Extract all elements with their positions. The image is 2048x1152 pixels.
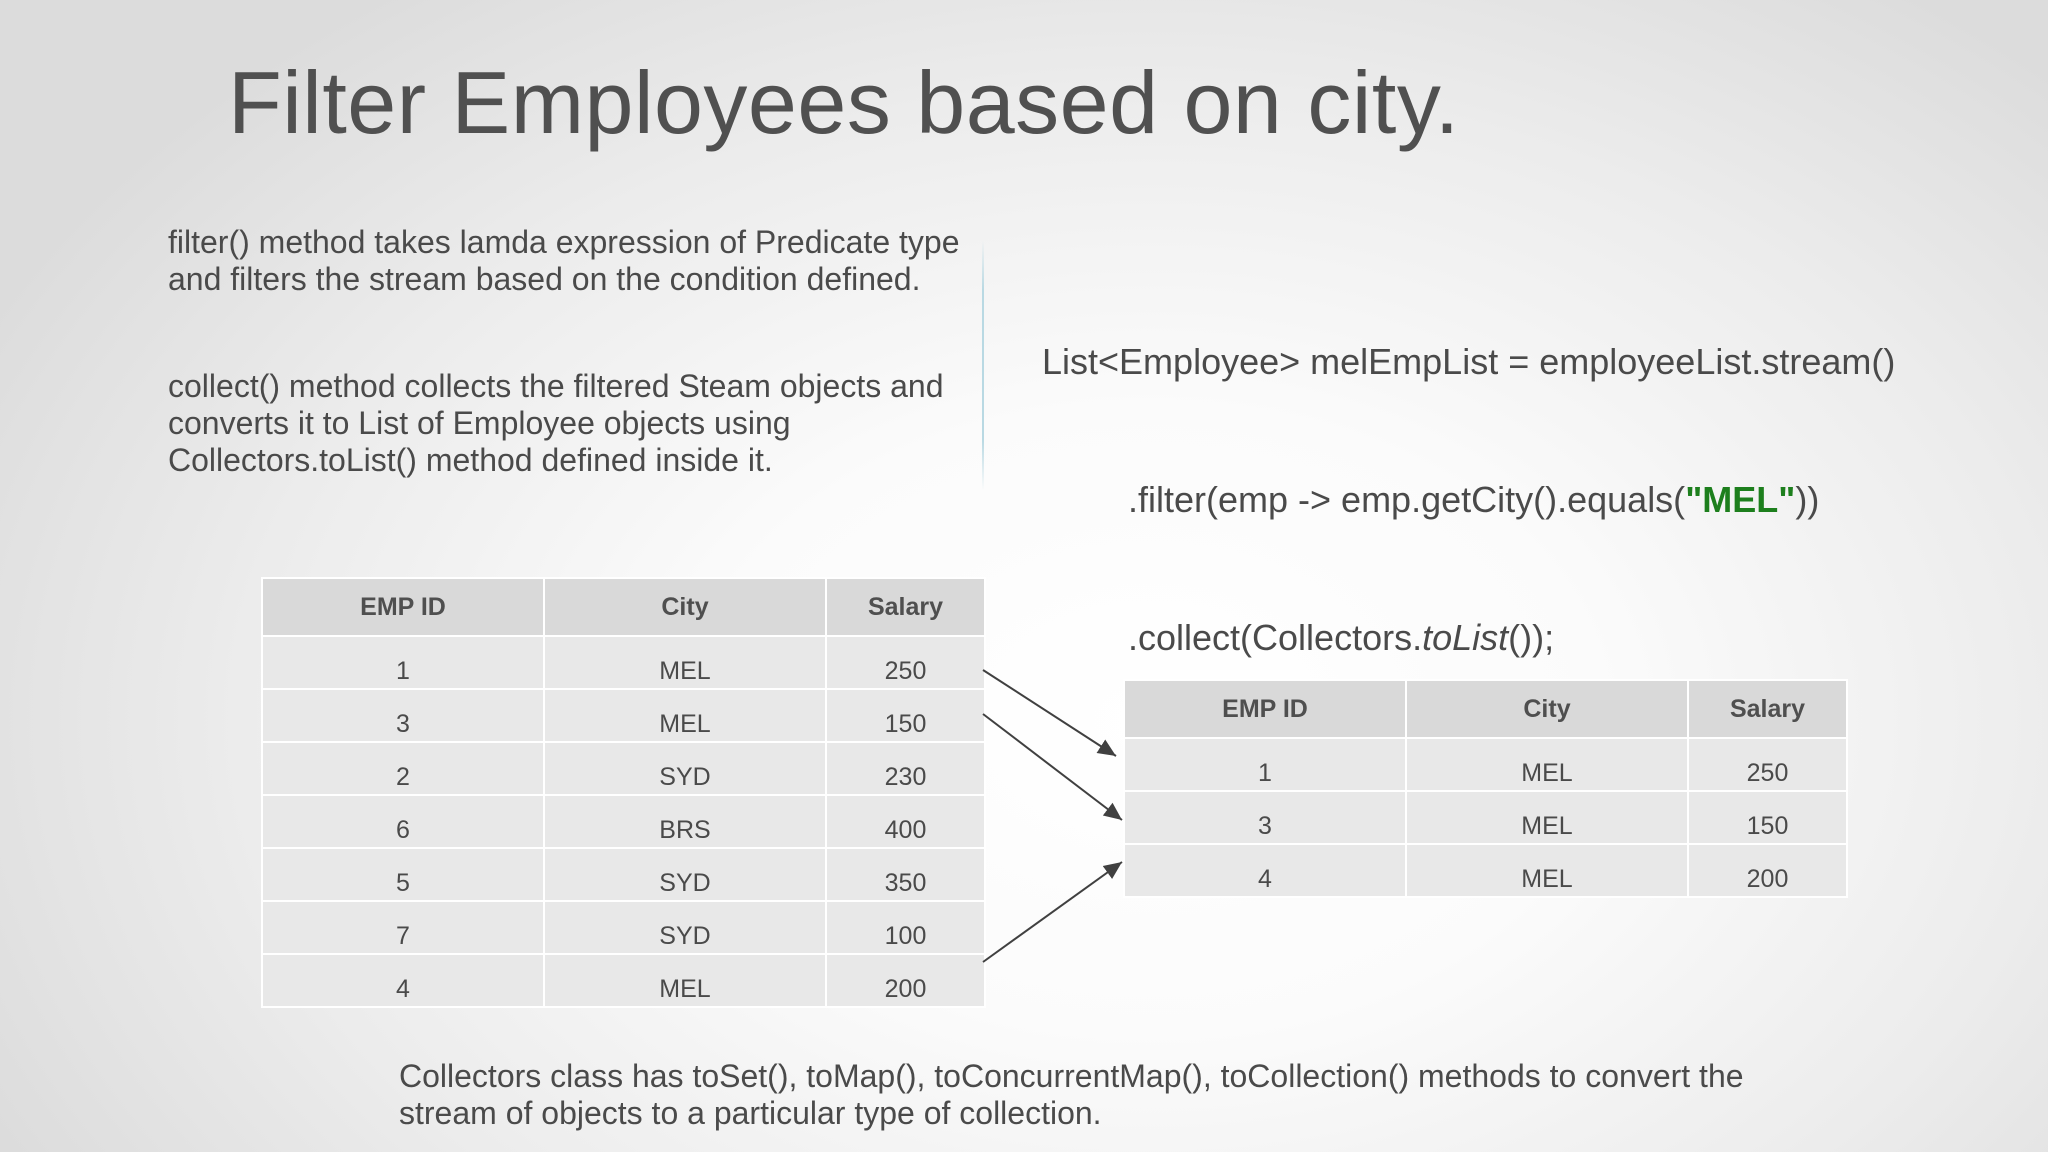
cell-salary: 200 <box>826 954 985 1007</box>
cell-emp-id: 1 <box>1124 738 1406 791</box>
table-row <box>1124 791 1847 844</box>
cell-emp-id: 7 <box>262 901 544 954</box>
code-string-literal: "MEL" <box>1685 479 1796 520</box>
code-line-2 <box>1042 477 1895 523</box>
source-employee-table <box>261 577 986 1008</box>
code-snippet <box>1042 247 1895 707</box>
table-row <box>262 636 985 689</box>
code-collect-call: .collect(Collectors. <box>1128 617 1423 658</box>
arrow-row-4 <box>983 862 1122 962</box>
code-line-3 <box>1042 615 1895 661</box>
table-row <box>262 795 985 848</box>
vertical-divider <box>982 240 984 490</box>
header-emp-id: EMP ID <box>262 578 544 636</box>
slide-title: Filter Employees based on city. <box>228 53 1460 152</box>
cell-salary: 150 <box>1688 791 1847 844</box>
footer-note: Collectors class has toSet(), toMap(), toConcurrentMap(), toCollection() methods to convert the stream of objects to a particular type of collection. <box>399 1058 1744 1131</box>
collect-description: collect() method collects the filtered Steam objects and converts it to List of Employee objects using Collectors.toList() method defined inside it. <box>168 368 944 478</box>
header-emp-id: EMP ID <box>1124 680 1406 738</box>
code-line-1: List<Employee> melEmpList = employeeList.stream() <box>1042 341 1896 382</box>
cell-salary: 230 <box>826 742 985 795</box>
table-row <box>1124 738 1847 791</box>
cell-city: MEL <box>1406 738 1688 791</box>
table-row <box>1124 844 1847 897</box>
table-row <box>262 742 985 795</box>
table-row <box>262 689 985 742</box>
filter-description: filter() method takes lamda expression of Predicate type and filters the stream based on the condition defined. <box>168 224 960 297</box>
cell-city: SYD <box>544 742 826 795</box>
cell-emp-id: 1 <box>262 636 544 689</box>
code-filter-close: )) <box>1795 479 1820 520</box>
cell-salary: 250 <box>826 636 985 689</box>
header-salary: Salary <box>1688 680 1847 738</box>
table-header-row <box>1124 680 1847 738</box>
cell-emp-id: 3 <box>262 689 544 742</box>
header-city: City <box>1406 680 1688 738</box>
arrow-row-3 <box>983 714 1122 820</box>
cell-emp-id: 3 <box>1124 791 1406 844</box>
cell-emp-id: 5 <box>262 848 544 901</box>
cell-salary: 100 <box>826 901 985 954</box>
table-header-row <box>262 578 985 636</box>
cell-emp-id: 4 <box>262 954 544 1007</box>
code-tolist-method: toList <box>1422 617 1509 658</box>
cell-salary: 200 <box>1688 844 1847 897</box>
cell-salary: 250 <box>1688 738 1847 791</box>
cell-salary: 350 <box>826 848 985 901</box>
table-row <box>262 954 985 1007</box>
cell-city: MEL <box>544 954 826 1007</box>
cell-city: MEL <box>544 636 826 689</box>
cell-emp-id: 6 <box>262 795 544 848</box>
cell-city: BRS <box>544 795 826 848</box>
cell-city: MEL <box>1406 791 1688 844</box>
cell-salary: 400 <box>826 795 985 848</box>
header-salary: Salary <box>826 578 985 636</box>
cell-city: SYD <box>544 848 826 901</box>
table-row <box>262 848 985 901</box>
cell-salary: 150 <box>826 689 985 742</box>
cell-city: MEL <box>1406 844 1688 897</box>
table-row <box>262 901 985 954</box>
code-collect-close: ()); <box>1508 617 1555 658</box>
filtered-employee-table <box>1123 679 1848 898</box>
cell-emp-id: 4 <box>1124 844 1406 897</box>
code-filter-call: .filter(emp -> emp.getCity().equals( <box>1128 479 1686 520</box>
cell-city: SYD <box>544 901 826 954</box>
cell-city: MEL <box>544 689 826 742</box>
header-city: City <box>544 578 826 636</box>
cell-emp-id: 2 <box>262 742 544 795</box>
